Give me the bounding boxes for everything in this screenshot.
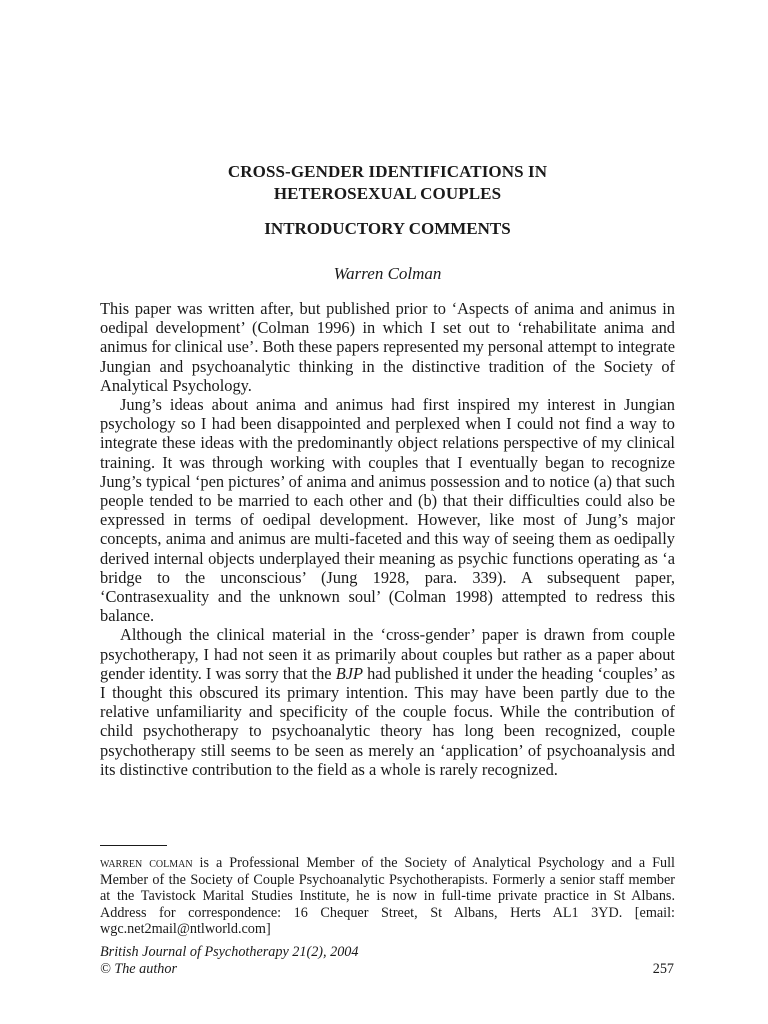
footnote-text: is a Professional Member of the Society of Analytical Psychology and a Full Member of the Society of Couple Psychoanalytic Psychotherapists. Formerly a senior staff member at the Tavistock Marital Studies Institute, he is now in full-time private practice in St Albans. Address for correspondence: 16 Chequer Street, St Albans, Herts AL1 3YD. [email: wgc.net2mail@ntlworld.com] [100, 855, 675, 937]
author-name: Warren Colman [333, 264, 442, 283]
author-footnote [100, 855, 675, 938]
journal-name: British Journal of Psychotherapy 21(2), 2004 [100, 944, 359, 960]
paragraph-3 [100, 625, 675, 779]
copyright-notice: © The author [100, 961, 177, 977]
journal-citation [100, 944, 359, 978]
journal-abbreviation: BJP [335, 663, 363, 683]
footnote-author-name: warren colman [100, 855, 193, 871]
page-number: 257 [652, 961, 674, 977]
article-title-line-1: CROSS-GENDER IDENTIFICATIONS IN [227, 162, 548, 181]
body-text [100, 299, 675, 779]
article-title-line-2: HETEROSEXUAL COUPLES [273, 184, 502, 203]
paragraph-1: This paper was written after, but published prior to ‘Aspects of anima and animus in oedipal development’ (Colman 1996) in which I set out to ‘rehabilitate anima and animus for clinical use’. Both these papers represented my personal attempt to integrate Jungian and psychoanalytic thinking in the distinctive tradition of the Society of Analytical Psychology. [100, 299, 675, 395]
paragraph-3-end: had published it under the heading ‘couples’ as I thought this obscured its primary intention. This may have been partly due to the relative unfamiliarity and specificity of the couple focus. While the contribution of child psychotherapy to psychoanalytic theory has long been recognized, couple psychotherapy still seems to be seen as merely an ‘application’ of psychoanalysis and its distinctive contribution to the field as a whole is rarely recognized. [100, 663, 675, 779]
paragraph-3-start: Although the clinical material in the ‘cross-gender’ paper is drawn from couple psychotherapy, I had not seen it as primarily about couples but rather as a paper about gender identity. I was sorry that the [100, 625, 675, 683]
article-subtitle: INTRODUCTORY COMMENTS [264, 219, 511, 238]
footnote-divider [100, 845, 167, 846]
title-block [100, 161, 675, 285]
paragraph-2: Jung’s ideas about anima and animus had first inspired my interest in Jungian psychology so I had been disappointed and perplexed when I could not find a way to integrate these ideas with the predominantly object relations perspective of my clinical training. It was through working with couples that I eventually began to recognize Jung’s typical ‘pen pictures’ of anima and animus possession and to notice (a) that such people tended to be married to each other and (b) that their difficulties could also be expressed in terms of oedipal development. However, like most of Jung’s major concepts, anima and animus are multi-faceted and this way of seeing them as oedipally derived internal objects underplayed their meaning as psychic functions operating as ‘a bridge to the unconscious’ (Jung 1928, para. 339). A subsequent paper, ‘Contrasexuality and the unknown soul’ (Colman 1998) attempted to redress this balance. [100, 395, 675, 626]
